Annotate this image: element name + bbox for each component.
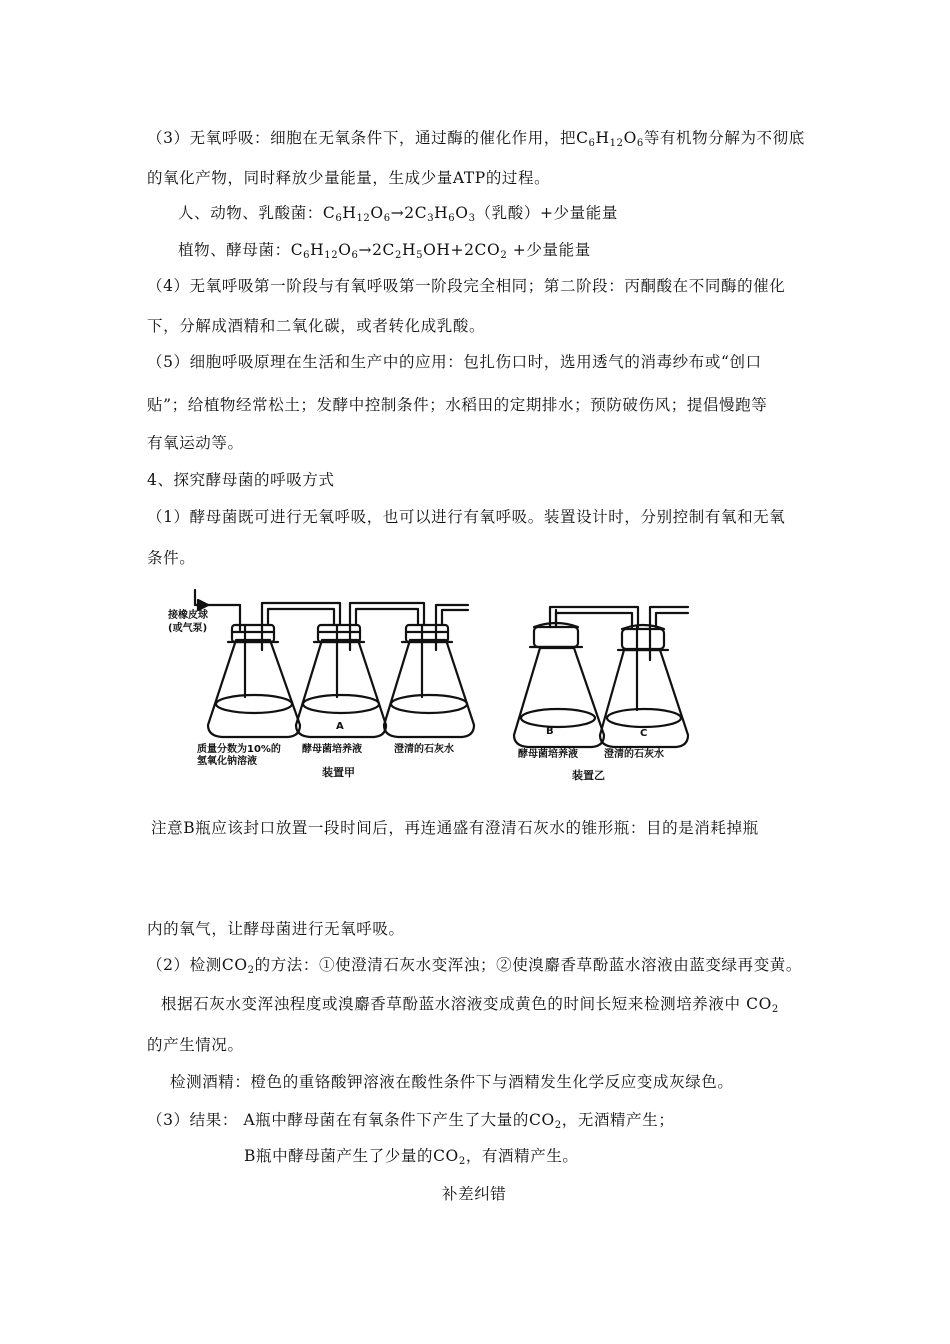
- text: （2）检测CO: [147, 956, 248, 974]
- text: O: [455, 204, 469, 222]
- lime-label-1: 澄清的石灰水: [394, 744, 454, 755]
- subscript: 3: [427, 213, 435, 224]
- air-inlet-arrow: [195, 590, 198, 605]
- subscript: 6: [335, 213, 343, 224]
- text: 的方法：①使澄清石灰水变浑浊；②使溴麝香草酚蓝水溶液由蓝变绿再变黄。: [254, 956, 803, 974]
- section-footer-title: 补差纠错: [442, 1185, 507, 1203]
- text: 根据石灰水变浑浊程度或溴麝香草酚蓝水溶液变成黄色的时间长短来检测培养液中 CO: [161, 995, 772, 1013]
- line-15: [147, 955, 802, 975]
- naoh-label-2: 氢氧化钠溶液: [197, 756, 257, 767]
- line-13: 注意B瓶应该封口放置一段时间后，再连通盛有澄清石灰水的锥形瓶：目的是消耗掉瓶: [151, 819, 759, 837]
- subscript: 12: [609, 138, 624, 149]
- line-17: 的产生情况。: [147, 1036, 244, 1054]
- line-3: [178, 203, 618, 223]
- text: H: [342, 204, 357, 222]
- text: （3）结果： A瓶中酵母菌在有氧条件下产生了大量的CO: [147, 1111, 555, 1129]
- pump-label-2: (或气泵): [168, 623, 208, 634]
- text: H: [595, 129, 610, 147]
- subscript: 2: [554, 1120, 562, 1131]
- connecting-tube: [350, 603, 424, 625]
- flask-b: [514, 610, 604, 747]
- text: H: [310, 241, 325, 259]
- naoh-label-1: 质量分数为10%的: [197, 744, 281, 755]
- line-18: 检测酒精：橙色的重铬酸钾溶液在酸性条件下与酒精发生化学反应变成灰绿色。: [170, 1073, 734, 1091]
- subscript: 6: [303, 250, 311, 261]
- flask-naoh: [208, 625, 300, 737]
- text: ，无酒精产生；: [561, 1111, 675, 1129]
- subscript: 2: [247, 965, 255, 976]
- subscript: 2: [500, 250, 508, 261]
- text: O: [370, 204, 384, 222]
- outlet-tube: [436, 605, 468, 625]
- flask-c: [600, 625, 688, 747]
- text: +少量能量: [507, 241, 591, 259]
- line-12: 条件。: [147, 549, 196, 567]
- caption-yi: 装置乙: [572, 769, 605, 782]
- subscript: 2: [771, 1004, 779, 1015]
- text: OH+2CO: [423, 241, 501, 259]
- subscript: 12: [356, 213, 371, 224]
- text: O: [338, 241, 352, 259]
- arrow-head: [198, 600, 208, 610]
- connecting-tube: [262, 603, 340, 625]
- subscript: 6: [448, 213, 456, 224]
- text: O: [623, 129, 637, 147]
- text: →2C: [390, 204, 428, 222]
- text: C: [576, 129, 589, 147]
- line-8: 贴”；给植物经常松土；发酵中控制条件；水稻田的定期排水；预防破伤风；提倡慢跑等: [147, 396, 768, 414]
- line-14: 内的氧气，让酵母菌进行无氧呼吸。: [147, 920, 405, 938]
- lime-label-2: 澄清的石灰水: [604, 749, 664, 760]
- text: 等有机物分解为不彻底: [643, 129, 805, 147]
- text: 人、动物、乳酸菌：C: [178, 204, 336, 222]
- line-16: [161, 994, 779, 1014]
- line-11: （1）酵母菌既可进行无氧呼吸，也可以进行有氧呼吸。装置设计时，分别控制有氧和无氧: [147, 508, 786, 526]
- subscript: 6: [383, 213, 391, 224]
- text: ，有酒精产生。: [465, 1147, 579, 1165]
- line-20: [244, 1146, 579, 1166]
- line-19: [147, 1110, 674, 1130]
- text: B瓶中酵母菌产生了少量的CO: [244, 1147, 459, 1165]
- line-9: 有氧运动等。: [147, 434, 244, 452]
- section-heading: 4、探究酵母菌的呼吸方式: [147, 471, 335, 489]
- line-1: [147, 128, 805, 148]
- line-4: [178, 240, 591, 260]
- outlet-tube: [650, 607, 688, 627]
- text: H: [434, 204, 449, 222]
- connecting-tube: [550, 607, 638, 627]
- flask-lime-water-1: [384, 625, 474, 737]
- line-5: （4）无氧呼吸第一阶段与有氧呼吸第一阶段完全相同；第二阶段：丙酮酸在不同酶的催化: [147, 277, 786, 295]
- text: 植物、酵母菌：C: [178, 241, 304, 259]
- subscript: 3: [468, 213, 476, 224]
- line-6: 下，分解成酒精和二氧化碳，或者转化成乳酸。: [147, 317, 486, 335]
- subscript: 2: [458, 1156, 466, 1167]
- flask-a-letter: A: [336, 721, 344, 732]
- flask-a: [296, 625, 386, 737]
- line-2: 的氧化产物，同时释放少量能量，生成少量ATP的过程。: [147, 169, 551, 187]
- subscript: 6: [351, 250, 359, 261]
- flask-c-letter: C: [640, 728, 648, 739]
- pump-label-1: 接橡皮球: [168, 610, 208, 621]
- subscript: 12: [324, 250, 339, 261]
- subscript: 6: [588, 138, 596, 149]
- caption-jia: 装置甲: [322, 766, 355, 779]
- text: （乳酸）+少量能量: [475, 204, 618, 222]
- yeast-label-1: 酵母菌培养液: [302, 744, 362, 755]
- subscript: 5: [416, 250, 424, 261]
- subscript: 2: [395, 250, 402, 261]
- subscript: 6: [636, 138, 644, 149]
- flask-b-letter: B: [546, 726, 554, 737]
- yeast-label-2: 酵母菌培养液: [518, 749, 578, 760]
- text: （3）无氧呼吸：细胞在无氧条件下，通过酶的催化作用，把: [147, 129, 577, 147]
- text: →2C: [358, 241, 395, 259]
- text: H: [401, 241, 417, 259]
- line-7: （5）细胞呼吸原理在生活和生产中的应用：包扎伤口时，选用透气的消毒纱布或“创口: [147, 353, 762, 371]
